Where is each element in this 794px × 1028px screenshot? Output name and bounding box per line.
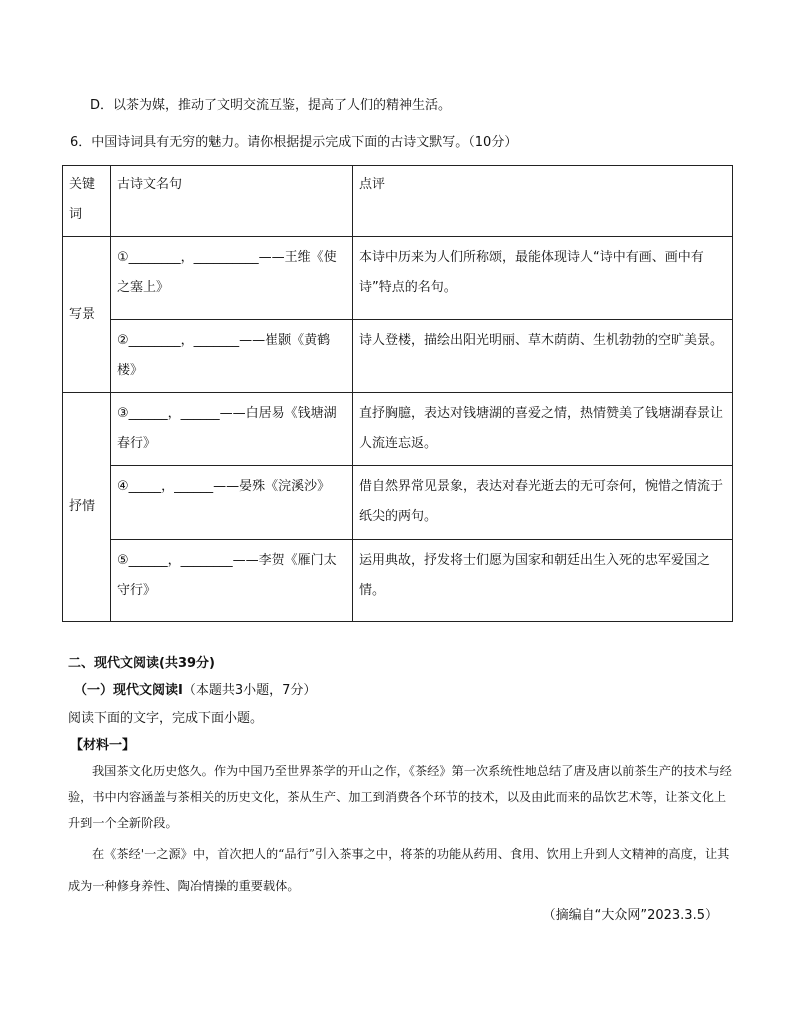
option-d: D．以茶为媒，推动了文明交流互鉴，提高了人们的精神生活。	[90, 98, 452, 113]
poem-blank-2: ②________，_______——崔颢《黄鹤楼》	[111, 320, 353, 393]
header-keyword: 关键词	[63, 166, 111, 237]
section-2-title: 二、现代文阅读(共39分)	[68, 656, 215, 671]
table-row	[63, 466, 733, 540]
header-comment: 点评	[353, 166, 733, 237]
comment-3: 直抒胸臆，表达对钱塘湖的喜爱之情，热情赞美了钱塘湖春景让人流连忘返。	[353, 393, 733, 466]
subsection-1-prefix: （一）现代文阅读Ⅰ	[74, 683, 183, 698]
subsection-1-title	[74, 679, 316, 698]
table-row	[63, 393, 733, 466]
table-row	[63, 320, 733, 393]
material-label: 【材料一】	[70, 738, 136, 753]
read-instruction: 阅读下面的文字，完成下面小题。	[68, 711, 264, 726]
table-header-row	[63, 166, 733, 237]
question-6: 6．中国诗词具有无穷的魅力。请你根据提示完成下面的古诗文默写。（10分）	[70, 135, 518, 150]
comment-5: 运用典故，抒发将士们愿为国家和朝廷出生入死的忠军爱国之情。	[353, 540, 733, 622]
source-citation: （摘编自“大众网”2023.3.5）	[542, 908, 718, 923]
poem-blank-3: ③______，______——白居易《钱塘湖春行》	[111, 393, 353, 466]
subsection-1-suffix: （本题共3小题，7分）	[182, 683, 317, 698]
poem-table	[62, 165, 733, 622]
paragraph-2: 在《茶经'一之源》中，首次把人的“品行”引入茶事之中，将茶的功能从药用、食用、饮用上升到人文精神的高度，让其成为一种修身养性、陶冶情操的重要载体。	[68, 847, 730, 893]
comment-1: 本诗中历来为人们所称颂，最能体现诗人“诗中有画、画中有诗”特点的名句。	[353, 237, 733, 320]
comment-4: 借自然界常见景象，表达对春光逝去的无可奈何，惋惜之情流于纸尖的两句。	[353, 466, 733, 540]
paragraph-1: 我国茶文化历史悠久。作为中国乃至世界茶学的开山之作，《茶经》第一次系统性地总结了唐及唐以前茶生产的技术与经验，书中内容涵盖与茶相关的历史文化，茶从生产、加工到消费各个环节的技术，以及由此而来的品饮艺术等，让茶文化上升到一个全新阶段。	[68, 764, 732, 830]
keyword-scenery: 写景	[63, 237, 111, 393]
header-poem: 古诗文名句	[111, 166, 353, 237]
keyword-emotion: 抒情	[63, 393, 111, 622]
table-row	[63, 540, 733, 622]
table-row	[63, 237, 733, 320]
poem-blank-1: ①________，__________——王维《使之塞上》	[111, 237, 353, 320]
poem-blank-4: ④_____，______——晏殊《浣溪沙》	[111, 466, 353, 540]
comment-2: 诗人登楼，描绘出阳光明丽、草木荫荫、生机勃勃的空旷美景。	[353, 320, 733, 393]
poem-blank-5: ⑤______，________——李贺《雁门太守行》	[111, 540, 353, 622]
